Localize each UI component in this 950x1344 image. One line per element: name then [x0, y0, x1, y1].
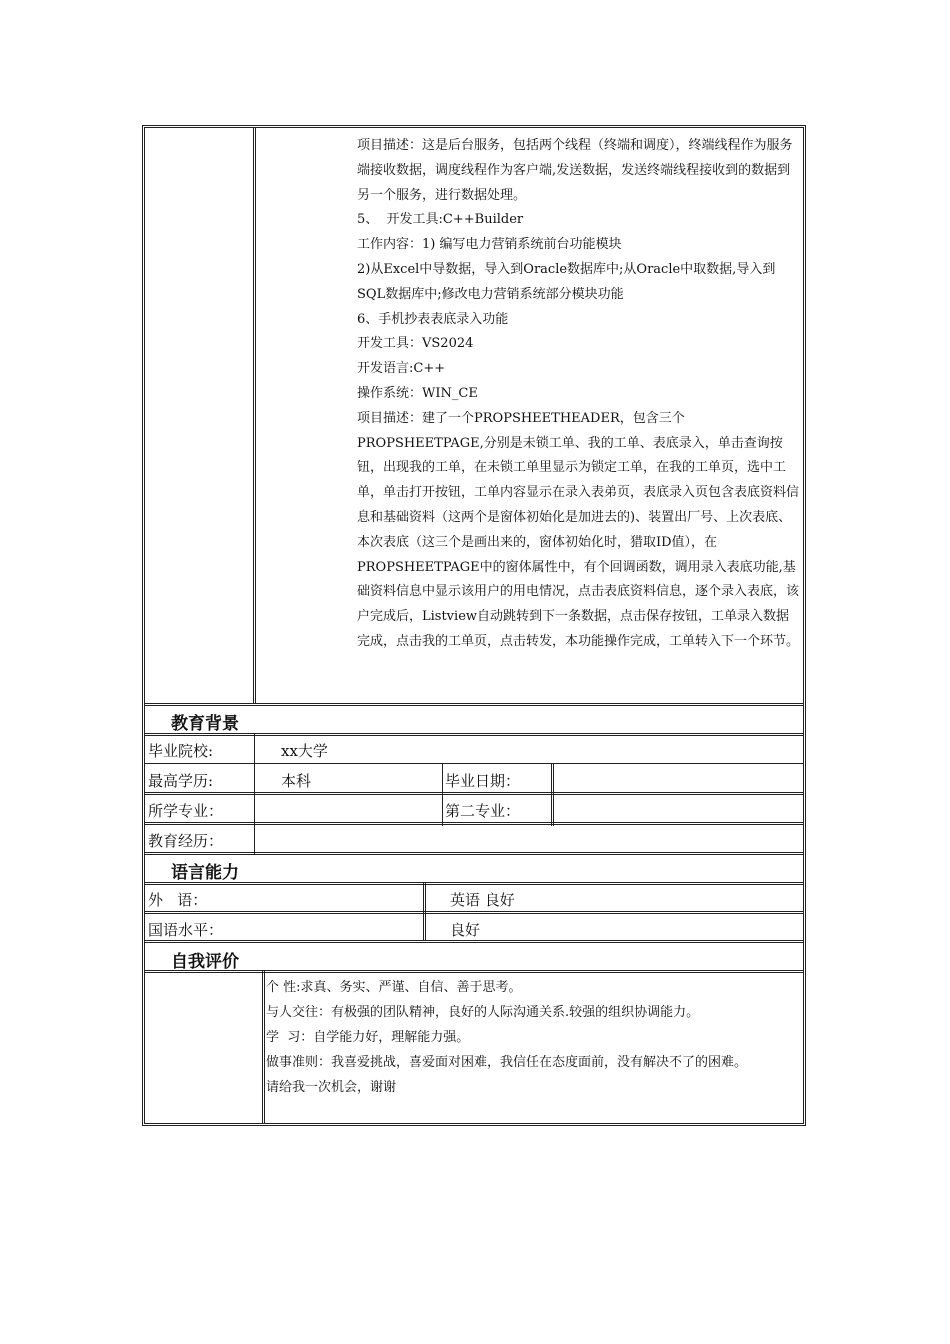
degree-value: 本科 — [281, 772, 312, 790]
grad-date-label: 毕业日期： — [445, 772, 521, 790]
divider — [423, 882, 426, 941]
divider — [145, 940, 803, 943]
project-line: 2)从Excel中导数据，导入到Oracle数据库中;从Oracle中取数据,导入到SQL数据库中;修改电力营销系统部分模块功能 — [357, 261, 776, 302]
self-eval-title: 自我评价 — [171, 952, 239, 972]
divider — [551, 763, 554, 826]
divider — [145, 703, 803, 706]
mandarin-label: 国语水平： — [148, 921, 224, 939]
project-line: 开发语言:C++ — [357, 361, 446, 377]
project-line: 开发工具：VS2024 — [357, 336, 474, 352]
project-line: 6、手机抄表表底录入功能 — [357, 311, 509, 327]
self-eval-line: 与人交往：有极强的团队精神，良好的人际沟通关系.较强的组织协调能力。 — [266, 1005, 700, 1020]
language-title: 语言能力 — [171, 863, 239, 883]
project-line: 5、 开发工具:C++Builder — [357, 212, 524, 228]
history-label: 教育经历： — [148, 832, 224, 850]
project-line: 工作内容：1) 编写电力营销系统前台功能模块 — [357, 237, 622, 253]
divider — [145, 970, 803, 973]
divider — [145, 822, 803, 825]
foreign-language-label: 外 语： — [148, 891, 208, 909]
school-value: xx大学 — [281, 742, 328, 760]
degree-label: 最高学历: — [148, 772, 214, 790]
self-eval-line: 个 性:求真、务实、严谨、自信、善于思考。 — [266, 980, 522, 995]
self-eval-line: 学 习：自学能力好，理解能力强。 — [266, 1030, 470, 1045]
project-line: 操作系统：WIN_CE — [357, 385, 478, 401]
divider — [145, 911, 803, 914]
education-title: 教育背景 — [171, 714, 239, 734]
divider — [145, 733, 803, 736]
project-description — [357, 134, 801, 655]
project-line: 项目描述：这是后台服务，包括两个线程（终端和调度），终端线程作为服务端接收数据，调度线程作为客户端,发送数据，发送终端线程接收到的数据到另一个服务，进行数据处理。 — [357, 138, 793, 203]
self-eval-line: 请给我一次机会，谢谢 — [266, 1080, 397, 1095]
divider — [145, 792, 803, 795]
second-major-label: 第二专业： — [445, 802, 521, 820]
self-eval-line: 做事准则：我喜爱挑战，喜爱面对困难，我信任在态度面前，没有解决不了的困难。 — [266, 1055, 748, 1070]
project-left-divider — [253, 128, 256, 703]
foreign-language-value: 英语 良好 — [450, 891, 515, 909]
divider — [145, 763, 803, 764]
divider — [254, 733, 255, 854]
divider — [145, 882, 803, 885]
self-eval-text — [266, 975, 806, 1100]
divider — [145, 852, 803, 855]
major-label: 所学专业： — [148, 802, 224, 820]
divider — [262, 970, 265, 1123]
mandarin-value: 良好 — [450, 921, 481, 939]
school-label: 毕业院校: — [148, 742, 214, 760]
divider — [442, 763, 443, 826]
project-line: 项目描述：建了一个PROPSHEETHEADER，包含三个PROPSHEETPAGE,分别是未锁工单、我的工单、表底录入，单击查询按钮，出现我的工单，在未锁工单里显示为锁定工单，在我的工单页，选中工单，单击打开按钮，工单内容显示在录入表弟页，表底录入页包含表底资料信息和基础资料（这两个是窗体初始化是加进去的)、装置出厂号、上次表底、本次表底（这三个是画出来的，窗体初始化时，猎取ID值），在PROPSHEETPAGE中的窗体属性中，有个回调函数，调用录入表底功能,基础资料信息中显示该用户的用电情况，点击表底资料信息，逐个录入表底，该户完成后，Listview自动跳转到下一条数据，点击保存按钮，工单录入数据完成，点击我的工单页，点击转发，本功能操作完成，工单转入下一个环节。 — [357, 410, 800, 649]
resume-table — [142, 125, 806, 1126]
